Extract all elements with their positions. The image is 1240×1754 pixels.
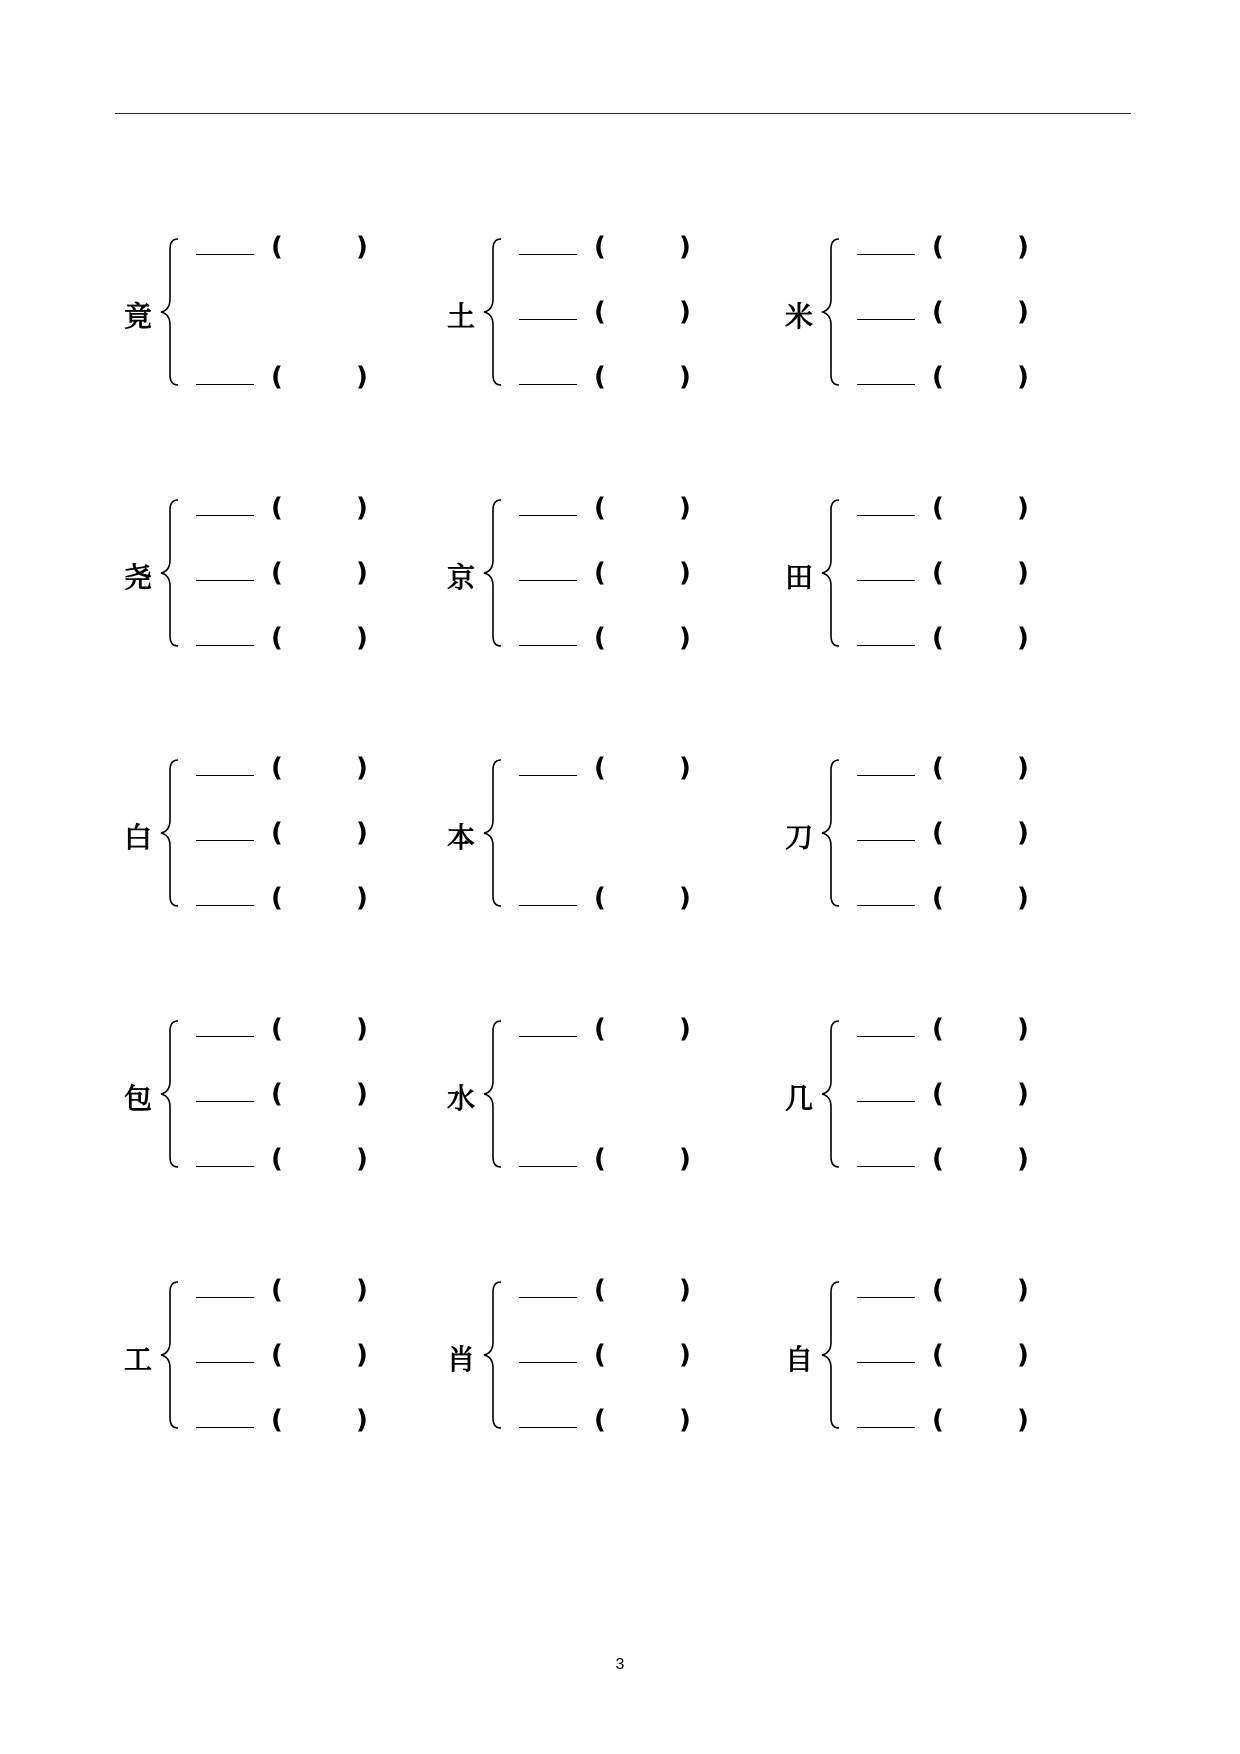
open-paren: ( [271, 753, 283, 783]
open-paren: ( [594, 558, 606, 588]
curly-brace [481, 1019, 505, 1169]
answer-line [857, 553, 1157, 593]
close-paren: ) [679, 1014, 691, 1044]
close-paren: ) [679, 297, 691, 327]
blank-underline[interactable] [857, 319, 915, 320]
open-paren: ( [932, 753, 944, 783]
close-paren: ) [1017, 1079, 1029, 1109]
open-paren: ( [271, 232, 283, 262]
open-paren: ( [594, 1014, 606, 1044]
close-paren: ) [1017, 558, 1029, 588]
base-character: 竟 [123, 300, 152, 333]
blank-underline[interactable] [857, 1166, 915, 1167]
close-paren: ) [1017, 753, 1029, 783]
answer-line [519, 292, 819, 332]
word-group [779, 1270, 1079, 1450]
open-paren: ( [932, 883, 944, 913]
close-paren: ) [679, 493, 691, 523]
blank-underline[interactable] [519, 905, 577, 906]
blank-underline[interactable] [857, 1101, 915, 1102]
open-paren: ( [594, 1144, 606, 1174]
answer-line [519, 1270, 819, 1310]
close-paren: ) [1017, 1340, 1029, 1370]
answer-line [857, 227, 1157, 267]
answer-line [857, 813, 1157, 853]
blank-underline[interactable] [196, 1036, 254, 1037]
blank-underline[interactable] [857, 580, 915, 581]
blank-underline[interactable] [196, 645, 254, 646]
answer-line [519, 1335, 819, 1375]
open-paren: ( [932, 297, 944, 327]
close-paren: ) [356, 493, 368, 523]
close-paren: ) [356, 558, 368, 588]
answer-line [857, 1335, 1157, 1375]
blank-underline[interactable] [857, 645, 915, 646]
close-paren: ) [356, 1079, 368, 1109]
close-paren: ) [679, 1405, 691, 1435]
open-paren: ( [594, 1405, 606, 1435]
blank-underline[interactable] [519, 384, 577, 385]
answer-line [519, 748, 819, 788]
blank-underline[interactable] [519, 1166, 577, 1167]
blank-underline[interactable] [519, 580, 577, 581]
open-paren: ( [271, 362, 283, 392]
blank-underline[interactable] [196, 1427, 254, 1428]
open-paren: ( [594, 297, 606, 327]
base-character: 本 [446, 821, 475, 854]
curly-brace [158, 758, 182, 908]
close-paren: ) [1017, 1275, 1029, 1305]
answer-line [519, 1009, 819, 1049]
close-paren: ) [1017, 362, 1029, 392]
open-paren: ( [271, 1079, 283, 1109]
word-group [779, 748, 1079, 928]
blank-underline[interactable] [519, 319, 577, 320]
open-paren: ( [594, 1275, 606, 1305]
close-paren: ) [1017, 883, 1029, 913]
close-paren: ) [679, 753, 691, 783]
open-paren: ( [271, 493, 283, 523]
open-paren: ( [594, 623, 606, 653]
word-group [118, 1270, 418, 1450]
blank-underline[interactable] [857, 515, 915, 516]
close-paren: ) [1017, 493, 1029, 523]
open-paren: ( [932, 1014, 944, 1044]
close-paren: ) [356, 1405, 368, 1435]
open-paren: ( [271, 1144, 283, 1174]
blank-underline[interactable] [196, 580, 254, 581]
curly-brace [819, 237, 843, 387]
open-paren: ( [932, 1405, 944, 1435]
word-group [118, 748, 418, 928]
open-paren: ( [932, 493, 944, 523]
open-paren: ( [594, 362, 606, 392]
curly-brace [481, 758, 505, 908]
base-character: 白 [123, 821, 152, 854]
open-paren: ( [932, 623, 944, 653]
answer-line [519, 1139, 819, 1179]
base-character: 田 [784, 561, 813, 594]
blank-underline[interactable] [519, 645, 577, 646]
open-paren: ( [932, 362, 944, 392]
word-group [441, 488, 741, 668]
blank-underline[interactable] [196, 384, 254, 385]
answer-line [519, 878, 819, 918]
word-group [118, 488, 418, 668]
curly-brace [481, 237, 505, 387]
open-paren: ( [932, 818, 944, 848]
base-character: 肖 [446, 1343, 475, 1376]
close-paren: ) [356, 883, 368, 913]
answer-line [519, 488, 819, 528]
answer-line [519, 553, 819, 593]
curly-brace [481, 1280, 505, 1430]
blank-underline[interactable] [196, 1166, 254, 1167]
open-paren: ( [271, 1340, 283, 1370]
page-number: 3 [615, 1656, 625, 1673]
blank-underline[interactable] [196, 1297, 254, 1298]
open-paren: ( [594, 753, 606, 783]
blank-underline[interactable] [857, 254, 915, 255]
curly-brace [819, 498, 843, 648]
blank-underline[interactable] [519, 1362, 577, 1363]
open-paren: ( [932, 1079, 944, 1109]
base-character: 水 [446, 1082, 475, 1115]
close-paren: ) [679, 623, 691, 653]
blank-underline[interactable] [196, 840, 254, 841]
answer-line [857, 1074, 1157, 1114]
answer-line [857, 618, 1157, 658]
blank-underline[interactable] [857, 905, 915, 906]
open-paren: ( [932, 232, 944, 262]
blank-underline[interactable] [857, 1297, 915, 1298]
open-paren: ( [932, 558, 944, 588]
blank-underline[interactable] [519, 1427, 577, 1428]
close-paren: ) [679, 1144, 691, 1174]
open-paren: ( [932, 1275, 944, 1305]
answer-line [857, 1139, 1157, 1179]
close-paren: ) [356, 232, 368, 262]
base-character: 米 [784, 300, 813, 333]
blank-underline[interactable] [519, 775, 577, 776]
close-paren: ) [356, 1340, 368, 1370]
close-paren: ) [679, 362, 691, 392]
close-paren: ) [1017, 623, 1029, 653]
base-character: 京 [446, 561, 475, 594]
close-paren: ) [1017, 1014, 1029, 1044]
close-paren: ) [679, 883, 691, 913]
open-paren: ( [271, 1405, 283, 1435]
blank-underline[interactable] [196, 515, 254, 516]
blank-underline[interactable] [857, 1362, 915, 1363]
word-group [779, 227, 1079, 407]
open-paren: ( [271, 558, 283, 588]
answer-line [519, 1400, 819, 1440]
word-group [118, 227, 418, 407]
open-paren: ( [594, 883, 606, 913]
answer-line [857, 1400, 1157, 1440]
answer-line [857, 357, 1157, 397]
curly-brace [158, 1019, 182, 1169]
blank-underline[interactable] [857, 384, 915, 385]
header-rule [115, 113, 1131, 114]
answer-line [857, 488, 1157, 528]
blank-underline[interactable] [196, 1362, 254, 1363]
close-paren: ) [1017, 232, 1029, 262]
curly-brace [481, 498, 505, 648]
open-paren: ( [271, 1275, 283, 1305]
blank-underline[interactable] [519, 1297, 577, 1298]
open-paren: ( [594, 493, 606, 523]
blank-underline[interactable] [519, 254, 577, 255]
close-paren: ) [356, 623, 368, 653]
curly-brace [819, 1019, 843, 1169]
close-paren: ) [356, 818, 368, 848]
answer-line [857, 748, 1157, 788]
close-paren: ) [356, 753, 368, 783]
blank-underline[interactable] [857, 1036, 915, 1037]
curly-brace [158, 237, 182, 387]
blank-underline[interactable] [857, 840, 915, 841]
base-character: 自 [784, 1343, 813, 1376]
base-character: 刀 [784, 821, 813, 854]
curly-brace [158, 498, 182, 648]
close-paren: ) [679, 1275, 691, 1305]
open-paren: ( [271, 1014, 283, 1044]
open-paren: ( [271, 818, 283, 848]
answer-line [857, 292, 1157, 332]
base-character: 工 [123, 1343, 152, 1376]
word-group [441, 1270, 741, 1450]
close-paren: ) [356, 1275, 368, 1305]
word-group [441, 1009, 741, 1189]
word-group [779, 488, 1079, 668]
close-paren: ) [1017, 1405, 1029, 1435]
open-paren: ( [271, 623, 283, 653]
word-group [779, 1009, 1079, 1189]
answer-line [519, 227, 819, 267]
word-group [118, 1009, 418, 1189]
close-paren: ) [1017, 1144, 1029, 1174]
open-paren: ( [594, 232, 606, 262]
close-paren: ) [679, 558, 691, 588]
blank-underline[interactable] [519, 515, 577, 516]
base-character: 包 [123, 1082, 152, 1115]
blank-underline[interactable] [196, 905, 254, 906]
close-paren: ) [356, 1014, 368, 1044]
word-group [441, 748, 741, 928]
blank-underline[interactable] [857, 775, 915, 776]
close-paren: ) [1017, 297, 1029, 327]
base-character: 土 [446, 300, 475, 333]
answer-line [519, 618, 819, 658]
answer-line [519, 357, 819, 397]
close-paren: ) [1017, 818, 1029, 848]
blank-underline[interactable] [857, 1427, 915, 1428]
open-paren: ( [594, 1340, 606, 1370]
answer-line [857, 878, 1157, 918]
answer-line [857, 1009, 1157, 1049]
curly-brace [158, 1280, 182, 1430]
curly-brace [819, 758, 843, 908]
word-group [441, 227, 741, 407]
open-paren: ( [932, 1144, 944, 1174]
close-paren: ) [356, 1144, 368, 1174]
answer-line [857, 1270, 1157, 1310]
base-character: 尧 [123, 561, 152, 594]
blank-underline[interactable] [519, 1036, 577, 1037]
close-paren: ) [679, 232, 691, 262]
close-paren: ) [679, 1340, 691, 1370]
curly-brace [819, 1280, 843, 1430]
base-character: 几 [784, 1082, 813, 1115]
blank-underline[interactable] [196, 1101, 254, 1102]
open-paren: ( [932, 1340, 944, 1370]
open-paren: ( [271, 883, 283, 913]
blank-underline[interactable] [196, 254, 254, 255]
close-paren: ) [356, 362, 368, 392]
blank-underline[interactable] [196, 775, 254, 776]
